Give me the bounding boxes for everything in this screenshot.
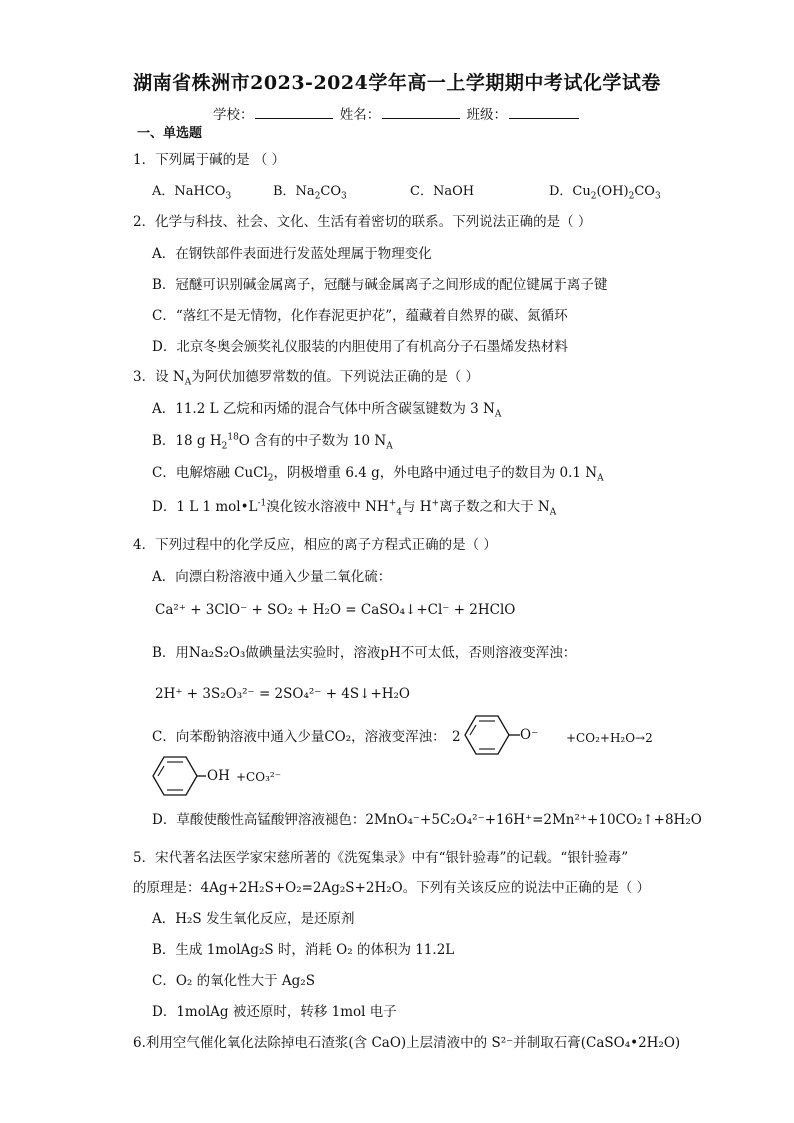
q2-option-b[interactable]: B．冠醚可识别碱金属离子，冠醚与碱金属离子之间形成的配位键属于离子键 (152, 277, 608, 293)
q1-option-d[interactable]: D．$Cu_2(OH)_2CO_3$ (549, 184, 661, 202)
q6-stem: 6.利用空气催化氧化法除掉电石渣浆(含 CaO)上层清液中的 S²⁻并制取石膏(CaSO₄•2H₂O) (133, 1035, 681, 1051)
q4-option-b-equation: 2H⁺ + 3S₂O₃²⁻ = 2SO₄²⁻ + 4S↓+H₂O (155, 686, 411, 702)
q1-stem: 1．下列属于碱的是 （ ） (133, 152, 286, 168)
q4-option-c-carbonate: +CO₃²⁻ (236, 770, 282, 784)
q4-option-c-coefficient: 2 (452, 729, 461, 745)
q5-option-a[interactable]: A．H₂S 发生氧化反应，是还原剂 (152, 911, 355, 927)
q4-option-b[interactable]: B．用Na₂S₂O₃做碘量法实验时，溶液pH不可太低，否则溶液变浑浊： (152, 645, 577, 661)
q4-option-a-equation: Ca²⁺ + 3ClO⁻ + SO₂ + H₂O = CaSO₄↓+Cl⁻ + 2HClO (155, 602, 516, 618)
q4-option-a[interactable]: A．向漂白粉溶液中通入少量二氧化硫： (152, 569, 392, 585)
q3-option-a[interactable]: A．11.2 L 乙烷和丙烯的混合气体中所含碳氢键数为 3 $N_A$ (152, 401, 502, 420)
q3-option-d[interactable]: D．1 L 1 $mol•L^{-1}$溴化铵水溶液中 $NH^+_4$与 H+离子数之和大于 $N_A$ (152, 498, 557, 518)
q1-option-b[interactable]: B．$Na_2CO_3$ (273, 184, 347, 202)
q2-option-a[interactable]: A．在钢铁部件表面进行发蓝处理属于物理变化 (152, 246, 432, 262)
school-blank[interactable] (255, 104, 333, 119)
name-label: 姓名： (339, 107, 381, 123)
q2-option-d[interactable]: D．北京冬奥会颁奖礼仪服装的内胆使用了有机高分子石墨烯发热材料 (152, 339, 568, 355)
q5-stem: 5．宋代著名法医学家宋慈所著的《洗冤集录》中有“银针验毒”的记载。“银针验毒” (133, 850, 629, 866)
class-label: 班级： (466, 107, 508, 123)
school-label: 学校： (212, 107, 254, 123)
q2-option-c[interactable]: C．“落红不是无情物，化作春泥更护花”，蕴藏着自然界的碳、氮循环 (152, 308, 568, 324)
q1-option-a[interactable]: A．NaHCO$_3$ (152, 184, 232, 202)
q4-option-d-equation: 2MnO₄⁻+5C₂O₄²⁻+16H⁺=2Mn²⁺+10CO₂↑+8H₂O (365, 812, 702, 828)
student-info (0, 103, 794, 123)
q3-option-c[interactable]: C．电解熔融 CuCl$_2$，阴极增重 6.4 g，外电路中通过电子的数目为 0.1 $N_A$ (152, 465, 604, 484)
q2-stem: 2．化学与科技、社会、文化、生活有着密切的联系。下列说法正确的是（ ） (133, 214, 592, 230)
q4-option-c[interactable]: C．向苯酚钠溶液中通入少量CO₂，溶液变浑浊： (152, 729, 446, 745)
phenol-benzene-ring-icon (150, 753, 210, 799)
q4-option-c-reagents: +CO₂+H₂O→2 (566, 731, 653, 745)
name-blank[interactable] (382, 104, 460, 119)
q5-stem-line2: 的原理是：4Ag+2H₂S+O₂=2Ag₂S+2H₂O。下列有关该反应的说法中正确的是（ ） (133, 880, 651, 896)
q4-stem: 4．下列过程中的化学反应，相应的离子方程式正确的是（ ） (133, 537, 497, 553)
section-heading: 一、单选题 (137, 126, 203, 141)
phenoxide-benzene-ring-icon (462, 712, 522, 758)
class-blank[interactable] (509, 104, 579, 119)
q5-option-c[interactable]: C．O₂ 的氧化性大于 Ag₂S (152, 973, 315, 989)
q4-option-c-anion: O⁻ (520, 727, 539, 743)
q4-option-c-phenol-oh: OH (207, 768, 230, 784)
q1-option-c[interactable]: C．NaOH (410, 184, 475, 199)
q5-option-b[interactable]: B．生成 1molAg₂S 时，消耗 O₂ 的体积为 11.2L (152, 942, 455, 958)
q3-option-b[interactable]: B．18 g $H_2^{18}O$ 含有的中子数为 10 $N_A$ (152, 432, 393, 452)
q4-option-d[interactable]: D．草酸使酸性高锰酸钾溶液褪色：2MnO₄⁻+5C₂O₄²⁻+16H⁺=2Mn²⁺+10CO₂↑+8H₂O (152, 812, 702, 828)
q3-stem: 3．设 $N_A$为阿伏加德罗常数的值。下列说法正确的是（ ） (133, 369, 479, 388)
q5-option-d[interactable]: D．1molAg 被还原时，转移 1mol 电子 (152, 1004, 397, 1020)
exam-title: 湖南省株洲市2023-2024学年高一上学期期中考试化学试卷 (133, 72, 661, 94)
